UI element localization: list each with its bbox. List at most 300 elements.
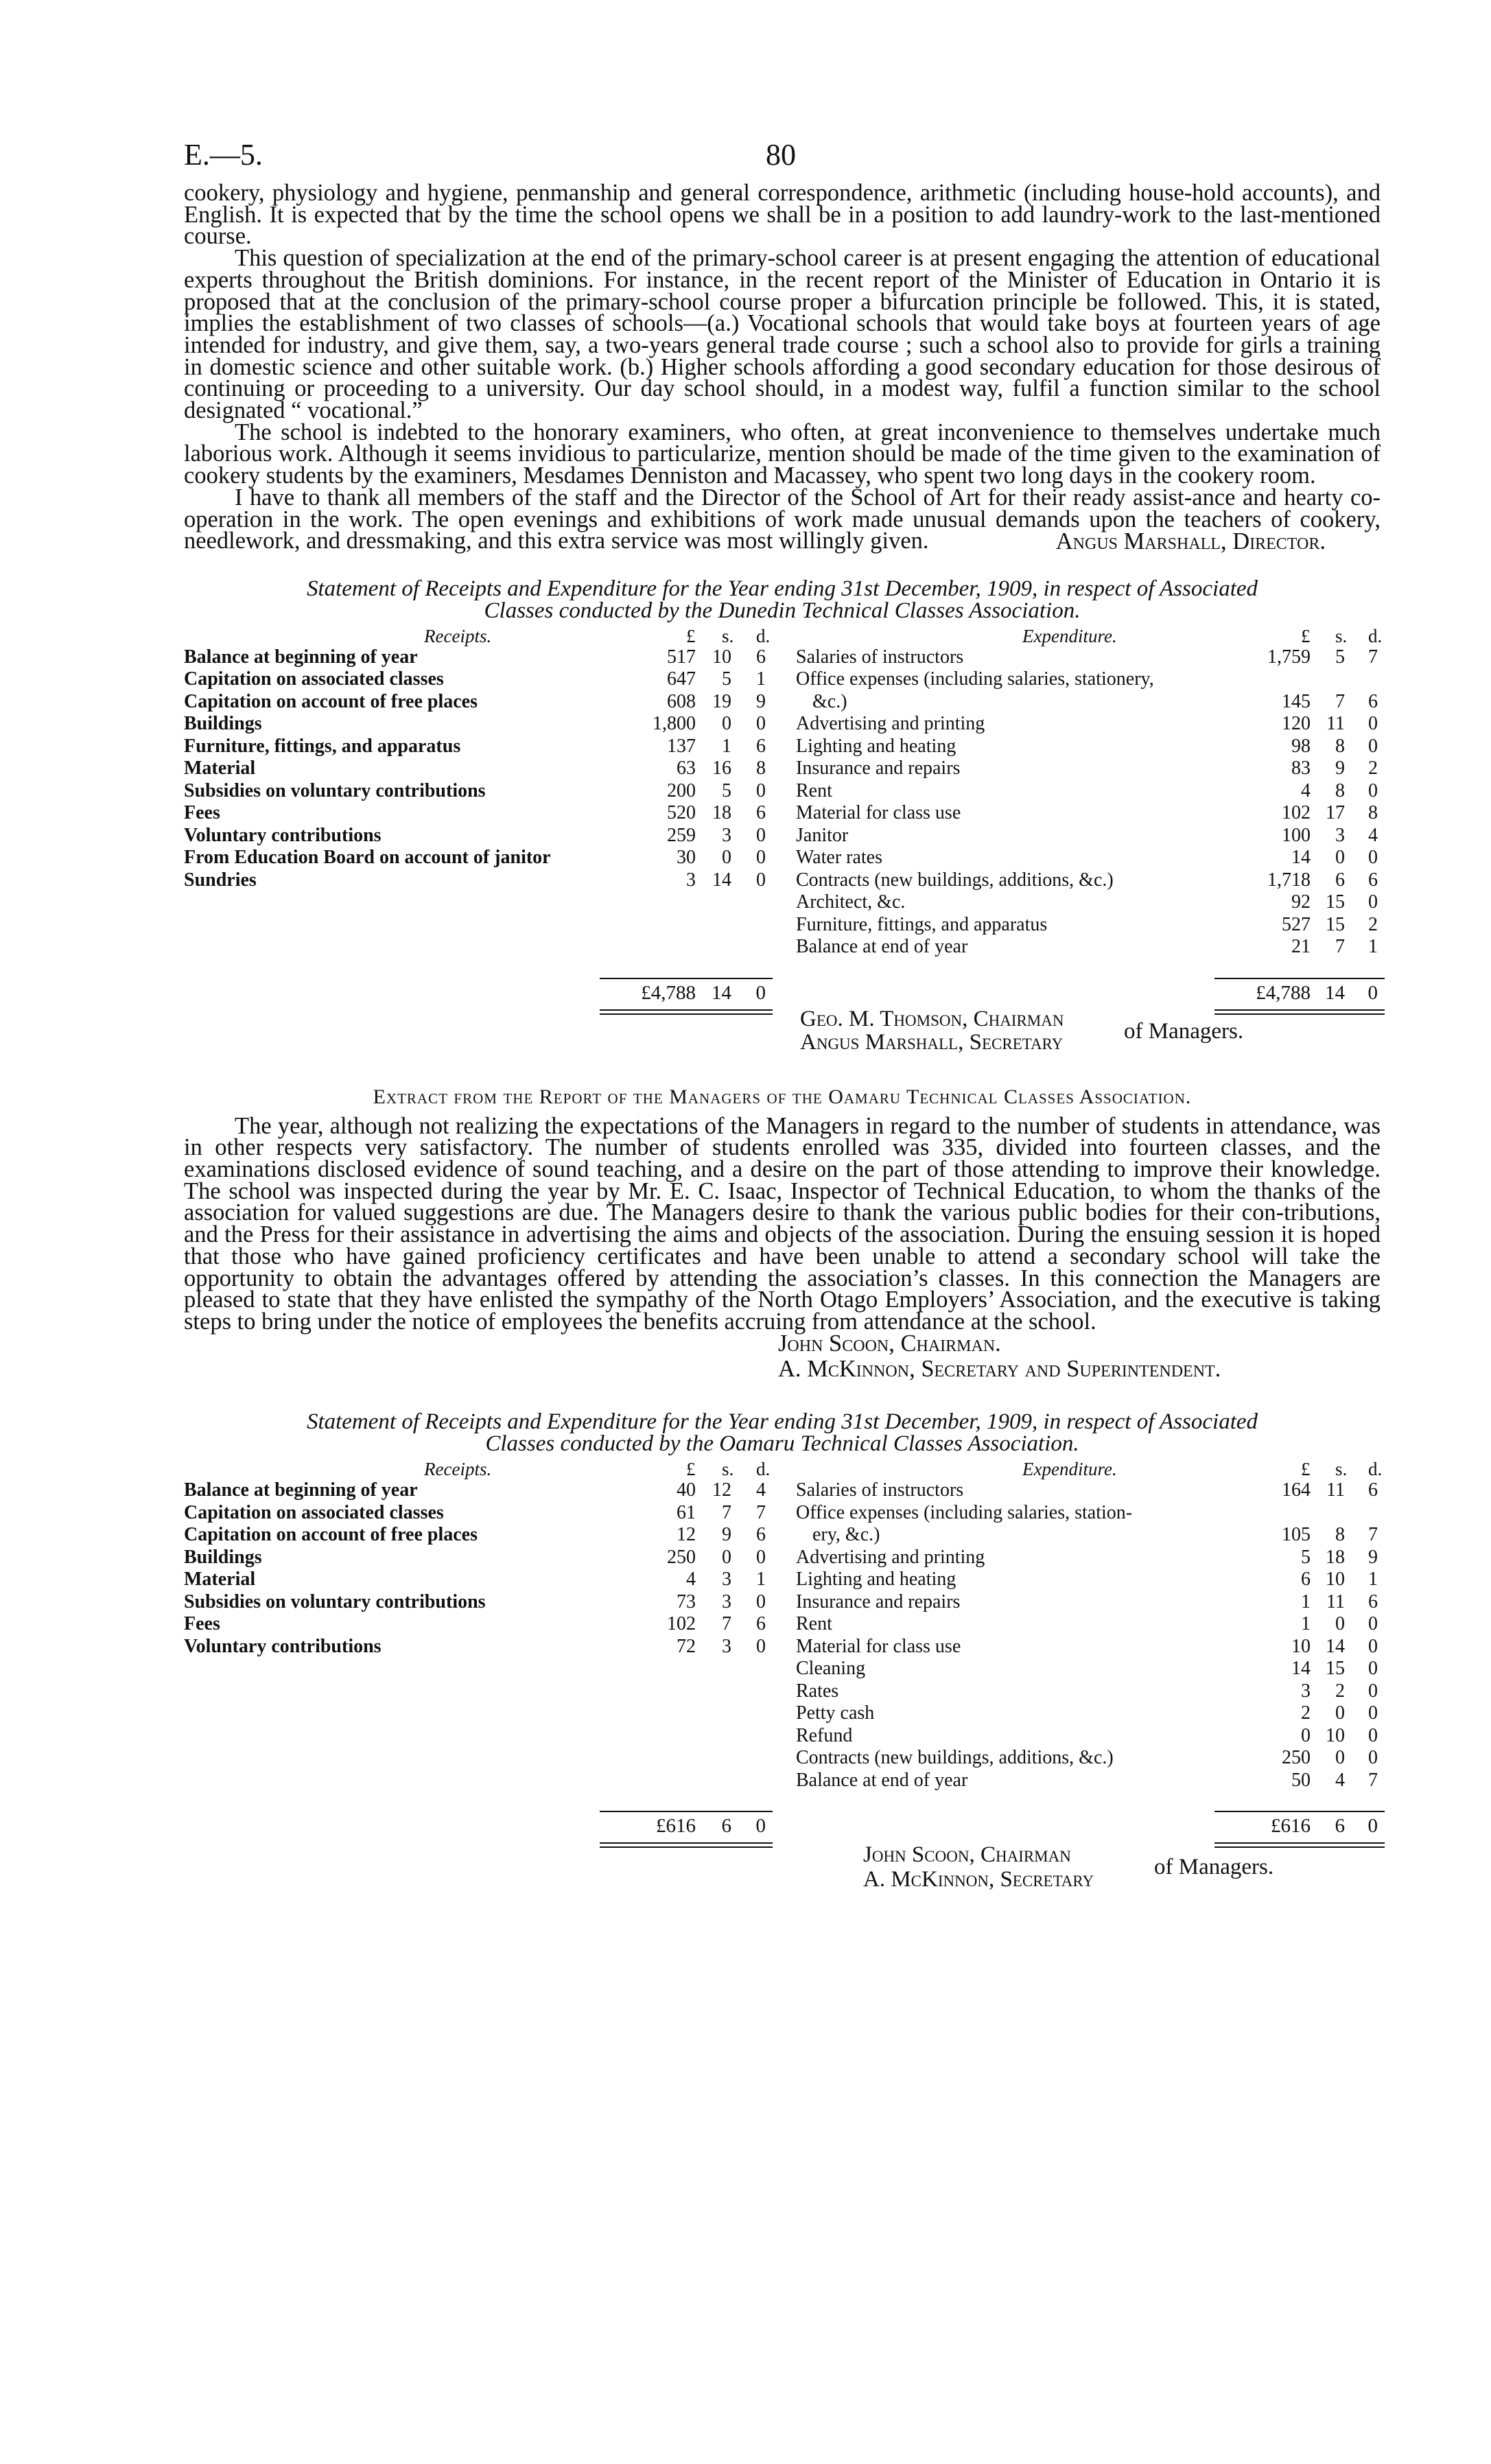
- expenditure-row: [796, 936, 1381, 959]
- row-label: ery, &c.): [812, 1524, 880, 1546]
- pounds-value: 120: [1282, 713, 1311, 735]
- pounds-value: 259: [667, 824, 696, 846]
- shillings-value: 3: [722, 1635, 731, 1657]
- pence-value: 8: [756, 758, 766, 779]
- pence-value: 1: [756, 668, 766, 690]
- row-label: Furniture, fittings, and apparatus: [796, 913, 1048, 935]
- row-label: Material for class use: [796, 802, 961, 824]
- row-label: Balance at end of year: [796, 1769, 968, 1791]
- pounds-value: 5: [1301, 1546, 1311, 1568]
- pence-value: 6: [1368, 1591, 1378, 1612]
- row-label: Janitor: [796, 824, 849, 846]
- oamaru-accounts-table: [184, 1459, 1383, 1838]
- expenditure-row: [796, 1636, 1381, 1658]
- receipts-column: [184, 626, 771, 1005]
- pounds-value: 1: [1301, 1591, 1311, 1612]
- row-label: Water rates: [796, 847, 882, 869]
- shillings-value: 8: [1335, 1524, 1345, 1546]
- pence-value: 6: [1368, 690, 1378, 712]
- receipts-heading-row: [184, 626, 771, 646]
- expenditure-row: [796, 1747, 1381, 1770]
- receipts-row: [184, 691, 771, 714]
- pence-value: 4: [756, 1479, 766, 1501]
- shillings-value: 10: [1326, 1724, 1345, 1746]
- manager-secretary: A. McKinnon, Secretary: [863, 1867, 1094, 1892]
- row-label: Furniture, fittings, and apparatus: [184, 735, 461, 757]
- pence-value: 0: [1368, 891, 1378, 913]
- currency-unit-label: £: [686, 625, 696, 646]
- shillings-value: 9: [722, 1524, 731, 1546]
- total-rule-top: [600, 1811, 773, 1812]
- pounds-value: 72: [677, 1635, 696, 1657]
- expenditure-row: [796, 891, 1381, 914]
- pence-value: 0: [1368, 713, 1378, 735]
- pence-value: 0: [756, 869, 766, 891]
- intro-section: [184, 180, 1381, 554]
- managers-suffix: of Managers.: [1154, 1855, 1274, 1880]
- oamaru-caption: [184, 1411, 1381, 1455]
- page-number: 80: [766, 138, 796, 172]
- row-label: Balance at beginning of year: [184, 1479, 418, 1501]
- paragraph: This question of specialization at the end of the primary-school career is at present engaging the attention of educational experts throughout the British dominions. For instance, in the recent report of the Minister of Education in Ontario it is proposed that at the conclusion of the primary-school course proper a bifurcation principle be followed. This, it is stated, implies the establishment of two classes of schools—(a.) Vocational schools that would take boys at fourteen years of age intended for industry, and give them, say, a two-years general trade course ; such a school also to provide for girls a training in domestic science and other suitable work. (b.) Higher schools affording a good secondary education for those desirous of continuing or proceeding to a university. Our day school should, in a modest way, fulfil a function similar to the school designated “ vocational.”: [184, 245, 1381, 424]
- shillings-value: 8: [1335, 735, 1345, 757]
- oamaru-managers: [184, 1829, 1381, 1898]
- shillings-value: 11: [1326, 713, 1345, 735]
- expenditure-row: [796, 780, 1381, 803]
- pounds-value: 92: [1291, 891, 1311, 913]
- total-shillings: 6: [1335, 1815, 1345, 1838]
- shillings-value: 16: [712, 758, 731, 779]
- caption-line: Statement of Receipts and Expenditure for the Year ending 31st December, 1909, in respect of Associated: [306, 1409, 1258, 1435]
- pounds-value: 137: [667, 735, 696, 757]
- dunedin-managers: [184, 1007, 1381, 1076]
- row-label: &c.): [812, 690, 847, 712]
- row-label: Lighting and heating: [796, 1569, 956, 1591]
- expenditure-row: [796, 1658, 1381, 1680]
- pence-value: 9: [1368, 1546, 1378, 1568]
- pence-value: 0: [1368, 1747, 1378, 1769]
- pence-value: 0: [756, 713, 766, 735]
- expenditure-row: [796, 825, 1381, 847]
- currency-unit-label: £: [1301, 625, 1311, 646]
- pounds-value: 164: [1282, 1479, 1311, 1501]
- shillings-value: 15: [1326, 891, 1345, 913]
- pounds-value: 6: [1301, 1569, 1311, 1591]
- row-label: Rates: [796, 1680, 839, 1702]
- total-rule-top: [1214, 1811, 1385, 1812]
- row-label: Material: [184, 1569, 256, 1591]
- pounds-value: 4: [1301, 779, 1311, 801]
- row-label: Capitation on account of free places: [184, 690, 478, 712]
- shillings-value: 5: [1335, 646, 1345, 668]
- total-rule-top: [600, 978, 773, 979]
- pounds-value: 50: [1291, 1769, 1311, 1791]
- currency-unit-label: d.: [1368, 1459, 1383, 1480]
- shillings-value: 0: [722, 847, 731, 869]
- shillings-value: 11: [1326, 1591, 1345, 1612]
- shillings-value: 10: [1326, 1569, 1345, 1591]
- dunedin-caption: [184, 578, 1381, 622]
- pounds-value: 4: [686, 1569, 696, 1591]
- shillings-value: 7: [722, 1501, 731, 1523]
- shillings-value: 1: [722, 735, 731, 757]
- pounds-value: 250: [667, 1546, 696, 1568]
- expenditure-heading: Expenditure.: [1022, 625, 1117, 646]
- receipts-row: [184, 1591, 771, 1614]
- pounds-value: 3: [686, 869, 696, 891]
- caption-line: Statement of Receipts and Expenditure for the Year ending 31st December, 1909, in respect of Associated: [306, 576, 1258, 601]
- pence-value: 2: [1368, 913, 1378, 935]
- expenditure-row: [796, 758, 1381, 780]
- pounds-value: 527: [1282, 913, 1311, 935]
- total-shillings: 14: [712, 981, 731, 1004]
- receipts-row: [184, 825, 771, 847]
- row-label: Voluntary contributions: [184, 1635, 381, 1657]
- row-label: Capitation on associated classes: [184, 668, 444, 690]
- pence-value: 0: [1368, 1613, 1378, 1635]
- row-label: Sundries: [184, 869, 257, 891]
- expenditure-row: [796, 1725, 1381, 1748]
- pounds-value: 105: [1282, 1524, 1311, 1546]
- row-label: Fees: [184, 802, 220, 824]
- expenditure-row: [796, 646, 1381, 669]
- total-pounds: £4,788: [1256, 981, 1311, 1004]
- shillings-value: 0: [1335, 847, 1345, 869]
- expenditure-row: [796, 668, 1381, 691]
- receipts-row: [184, 1502, 771, 1525]
- pounds-value: 21: [1291, 936, 1311, 958]
- receipts-row: [184, 1479, 771, 1502]
- document-page: [184, 137, 1381, 1898]
- row-label: Insurance and repairs: [796, 1591, 961, 1612]
- receipts-row: [184, 1613, 771, 1636]
- shillings-value: 4: [1335, 1769, 1345, 1791]
- receipts-total-row: [184, 978, 771, 1005]
- expenditure-row: [796, 869, 1381, 892]
- shillings-value: 14: [712, 869, 731, 891]
- row-label: Advertising and printing: [796, 1546, 985, 1568]
- expenditure-total-row: [796, 978, 1381, 1005]
- pence-value: 0: [1368, 1724, 1378, 1746]
- extract-title: Extract from the Report of the Managers of the Oamaru Technical Classes Association.: [373, 1085, 1192, 1108]
- row-label: Salaries of instructors: [796, 646, 964, 668]
- pounds-value: 520: [667, 802, 696, 824]
- paragraph: The school is indebted to the honorary examiners, who often, at great inconvenience to themselves undertake much laborious work. Although it seems invidious to particularize, mention should be made of the time given to the examination of cookery students by the examiners, Mesdames Denniston and Macassey, who spent two long days in the cookery room.: [184, 419, 1381, 489]
- pence-value: 0: [756, 1591, 766, 1612]
- row-label: Fees: [184, 1613, 220, 1635]
- row-label: Advertising and printing: [796, 713, 985, 735]
- expenditure-row: [796, 847, 1381, 869]
- expenditure-row: [796, 802, 1381, 825]
- shillings-value: 0: [1335, 1613, 1345, 1635]
- pence-value: 0: [1368, 1680, 1378, 1702]
- pounds-value: 647: [667, 668, 696, 690]
- receipts-column: [184, 1459, 771, 1838]
- row-label: Balance at end of year: [796, 936, 968, 958]
- row-label: Contracts (new buildings, additions, &c.): [796, 1747, 1114, 1769]
- pounds-value: 98: [1291, 735, 1311, 757]
- receipts-row: [184, 1636, 771, 1658]
- pounds-value: 63: [677, 758, 696, 779]
- caption-line: Classes conducted by the Oamaru Technical Classes Association.: [485, 1431, 1079, 1457]
- pounds-value: 3: [1301, 1680, 1311, 1702]
- pounds-value: 517: [667, 646, 696, 668]
- row-label: Capitation on associated classes: [184, 1501, 444, 1523]
- expenditure-row: [796, 1502, 1381, 1525]
- row-label: Subsidies on voluntary contributions: [184, 1591, 486, 1612]
- extract-signature-secretary: A. McKinnon, Secretary and Superintendent.: [778, 1356, 1221, 1383]
- receipts-row: [184, 1524, 771, 1547]
- pounds-value: 2: [1301, 1702, 1311, 1724]
- currency-unit-label: s.: [1335, 1459, 1348, 1480]
- shillings-value: 0: [722, 1546, 731, 1568]
- shillings-value: 3: [722, 1569, 731, 1591]
- row-label: Voluntary contributions: [184, 824, 381, 846]
- receipts-row: [184, 736, 771, 758]
- pence-value: 0: [756, 1546, 766, 1568]
- pence-value: 8: [1368, 802, 1378, 824]
- shillings-value: 18: [712, 802, 731, 824]
- expenditure-row: [796, 713, 1381, 736]
- shillings-value: 0: [1335, 1702, 1345, 1724]
- shillings-value: 2: [1335, 1680, 1345, 1702]
- report-code: E.—5.: [184, 138, 263, 172]
- pence-value: 7: [1368, 1769, 1378, 1791]
- currency-unit-label: s.: [1335, 625, 1348, 646]
- pence-value: 0: [1368, 847, 1378, 869]
- total-rule-top: [1214, 978, 1385, 979]
- shillings-value: 11: [1326, 1479, 1345, 1501]
- row-label: Architect, &c.: [796, 891, 906, 913]
- receipts-row: [184, 1547, 771, 1569]
- receipts-row: [184, 668, 771, 691]
- row-label: Cleaning: [796, 1658, 866, 1680]
- shillings-value: 17: [1326, 802, 1345, 824]
- managers-suffix: of Managers.: [1124, 1018, 1244, 1044]
- pounds-value: 12: [677, 1524, 696, 1546]
- shillings-value: 3: [722, 1591, 731, 1612]
- row-label: Rent: [796, 1613, 832, 1635]
- shillings-value: 14: [1326, 1635, 1345, 1657]
- row-label: Buildings: [184, 1546, 262, 1568]
- total-shillings: 6: [721, 1815, 731, 1838]
- row-label: Office expenses (including salaries, station-: [796, 1501, 1133, 1523]
- currency-unit-label: s.: [722, 625, 734, 646]
- pounds-value: 200: [667, 779, 696, 801]
- pence-value: 0: [756, 847, 766, 869]
- pence-value: 0: [1368, 779, 1378, 801]
- row-label: Capitation on account of free places: [184, 1524, 478, 1546]
- shillings-value: 0: [722, 713, 731, 735]
- pounds-value: 145: [1282, 690, 1311, 712]
- pence-value: 0: [1368, 1635, 1378, 1657]
- pence-value: 0: [1368, 1658, 1378, 1680]
- shillings-value: 18: [1326, 1546, 1345, 1568]
- pounds-value: 40: [677, 1479, 696, 1501]
- extract-paragraph: The year, although not realizing the expectations of the Managers in regard to the number of students in attendance, was in other respects very satisfactory. The number of students enrolled was 335, divided into fourteen classes, and the examinations disclosed evidence of sound teaching, and a desire on the part of those attending to improve their knowledge. The school was inspected during the year by Mr. E. C. Isaac, Inspector of Technical Education, to whom the thanks of the association for valued suggestions are due. The Managers desire to thank the various public bodies for their con-tributions, and the Press for their assistance in advertising the aims and objects of the association. During the ensuing session it is hoped that those who have gained proficiency certificates and have been unable to attend a secondary school will take the opportunity to obtain the advantages offered by attending the association’s classes. In this connection the Managers are pleased to state that they have enlisted the sympathy of the North Otago Employers’ Association, and the executive is taking steps to bring under the notice of employees the benefits accruing from attendance at the school.: [184, 1112, 1381, 1335]
- currency-unit-label: s.: [722, 1459, 734, 1480]
- expenditure-row: [796, 691, 1381, 714]
- pence-value: 1: [1368, 936, 1378, 958]
- pounds-value: 102: [1282, 802, 1311, 824]
- page-header: [184, 137, 1381, 192]
- row-label: Contracts (new buildings, additions, &c.): [796, 869, 1114, 891]
- total-pence: 0: [1367, 1815, 1378, 1838]
- total-pounds: £616: [656, 1815, 696, 1838]
- row-label: Subsidies on voluntary contributions: [184, 779, 486, 801]
- expenditure-row: [796, 1479, 1381, 1502]
- pounds-value: 61: [677, 1501, 696, 1523]
- total-pence: 0: [1367, 981, 1378, 1004]
- pence-value: 6: [1368, 1479, 1378, 1501]
- expenditure-heading-row: [796, 1459, 1381, 1479]
- extract-signature-chairman: John Scoon, Chairman.: [778, 1330, 1001, 1357]
- shillings-value: 0: [1335, 1747, 1345, 1769]
- expenditure-column: [796, 1459, 1381, 1838]
- total-shillings: 14: [1325, 981, 1345, 1004]
- pence-value: 6: [756, 802, 766, 824]
- pounds-value: 0: [1301, 1724, 1311, 1746]
- row-label: Material: [184, 758, 256, 779]
- row-label: Salaries of instructors: [796, 1479, 964, 1501]
- pence-value: 6: [756, 1613, 766, 1635]
- shillings-value: 3: [1335, 824, 1345, 846]
- receipts-heading-row: [184, 1459, 771, 1479]
- manager-secretary: Angus Marshall, Secretary: [800, 1029, 1064, 1055]
- shillings-value: 7: [722, 1613, 731, 1635]
- shillings-value: 5: [722, 779, 731, 801]
- paragraph: I have to thank all members of the staff and the Director of the School of Art for their ready assist-ance and hearty co-operation in the work. The open evenings and exhibitions of work made unusual demands upon the teachers of cookery, needlework, and dressmaking, and this extra service was most willingly given.: [184, 484, 1381, 554]
- shillings-value: 15: [1326, 913, 1345, 935]
- expenditure-heading-row: [796, 626, 1381, 646]
- total-pence: 0: [755, 981, 766, 1004]
- shillings-value: 10: [712, 646, 731, 668]
- pence-value: 4: [1368, 824, 1378, 846]
- total-pounds: £616: [1271, 1815, 1311, 1838]
- receipts-row: [184, 758, 771, 780]
- receipts-row: [184, 869, 771, 892]
- receipts-row: [184, 646, 771, 669]
- shillings-value: 6: [1335, 869, 1345, 891]
- total-spacer: [184, 891, 771, 978]
- currency-unit-label: d.: [756, 625, 771, 646]
- pounds-value: 608: [667, 690, 696, 712]
- pence-value: 7: [1368, 646, 1378, 668]
- shillings-value: 7: [1335, 936, 1345, 958]
- shillings-value: 5: [722, 668, 731, 690]
- paragraph: cookery, physiology and hygiene, penmanship and general correspondence, arithmetic (including house-hold accounts), and English. It is expected that by the time the school opens we shall be in a position to add laundry-work to the last-mentioned course.: [184, 180, 1381, 250]
- currency-unit-label: £: [1301, 1459, 1311, 1480]
- pence-value: 6: [1368, 869, 1378, 891]
- pence-value: 6: [756, 735, 766, 757]
- shillings-value: 12: [712, 1479, 731, 1501]
- row-label: Petty cash: [796, 1702, 875, 1724]
- pence-value: 0: [756, 1635, 766, 1657]
- pounds-value: 30: [677, 847, 696, 869]
- expenditure-row: [796, 1770, 1381, 1792]
- row-label: Insurance and repairs: [796, 758, 961, 779]
- expenditure-heading: Expenditure.: [1022, 1459, 1117, 1480]
- receipts-row: [184, 847, 771, 869]
- pence-value: 6: [756, 1524, 766, 1546]
- row-label: Office expenses (including salaries, stationery,: [796, 668, 1154, 690]
- pounds-value: 14: [1291, 847, 1311, 869]
- total-spacer: [796, 1792, 1381, 1811]
- shillings-value: 19: [712, 690, 731, 712]
- shillings-value: 9: [1335, 758, 1345, 779]
- row-label: Refund: [796, 1724, 853, 1746]
- expenditure-row: [796, 736, 1381, 758]
- row-label: Rent: [796, 779, 832, 801]
- expenditure-row: [796, 1613, 1381, 1636]
- pounds-value: 100: [1282, 824, 1311, 846]
- row-label: Material for class use: [796, 1635, 961, 1657]
- pounds-value: 102: [667, 1613, 696, 1635]
- expenditure-row: [796, 1591, 1381, 1614]
- receipts-row: [184, 780, 771, 803]
- total-pence: 0: [755, 1815, 766, 1838]
- total-spacer: [184, 1658, 771, 1811]
- expenditure-row: [796, 1569, 1381, 1591]
- pounds-value: 14: [1291, 1658, 1311, 1680]
- total-pounds: £4,788: [641, 981, 696, 1004]
- row-label: From Education Board on account of janitor: [184, 847, 551, 869]
- row-label: Lighting and heating: [796, 735, 956, 757]
- shillings-value: 15: [1326, 1658, 1345, 1680]
- receipts-row: [184, 713, 771, 736]
- expenditure-row: [796, 914, 1381, 937]
- pence-value: 0: [1368, 735, 1378, 757]
- pence-value: 1: [1368, 1569, 1378, 1591]
- pounds-value: 1,718: [1267, 869, 1311, 891]
- expenditure-row: [796, 1524, 1381, 1547]
- pounds-value: 1,800: [653, 713, 696, 735]
- currency-unit-label: d.: [1368, 625, 1383, 646]
- shillings-value: 8: [1335, 779, 1345, 801]
- pence-value: 7: [1368, 1524, 1378, 1546]
- pence-value: 0: [1368, 1702, 1378, 1724]
- receipts-heading: Receipts.: [424, 625, 492, 646]
- receipts-heading: Receipts.: [424, 1459, 492, 1480]
- caption-line: Classes conducted by the Dunedin Technical Classes Association.: [484, 598, 1081, 623]
- manager-chairman: Geo. M. Thomson, Chairman: [800, 1006, 1064, 1031]
- row-label: Balance at beginning of year: [184, 646, 418, 668]
- pence-value: 0: [756, 824, 766, 846]
- receipts-row: [184, 1569, 771, 1591]
- director-signature: Angus Marshall, Director.: [1055, 528, 1326, 554]
- row-label: Buildings: [184, 713, 262, 735]
- currency-unit-label: d.: [756, 1459, 771, 1480]
- total-spacer: [796, 959, 1381, 978]
- pence-value: 7: [756, 1501, 766, 1523]
- pence-value: 1: [756, 1569, 766, 1591]
- shillings-value: 3: [722, 824, 731, 846]
- pounds-value: 250: [1282, 1747, 1311, 1769]
- pence-value: 2: [1368, 758, 1378, 779]
- expenditure-row: [796, 1547, 1381, 1569]
- expenditure-row: [796, 1680, 1381, 1703]
- dunedin-accounts-table: [184, 626, 1381, 1007]
- pounds-value: 83: [1291, 758, 1311, 779]
- manager-chairman: John Scoon, Chairman: [863, 1842, 1071, 1868]
- shillings-value: 7: [1335, 690, 1345, 712]
- expenditure-column: [796, 626, 1381, 1005]
- receipts-row: [184, 802, 771, 825]
- pounds-value: 73: [677, 1591, 696, 1612]
- pence-value: 9: [756, 690, 766, 712]
- expenditure-row: [796, 1702, 1381, 1725]
- pounds-value: 1,759: [1267, 646, 1311, 668]
